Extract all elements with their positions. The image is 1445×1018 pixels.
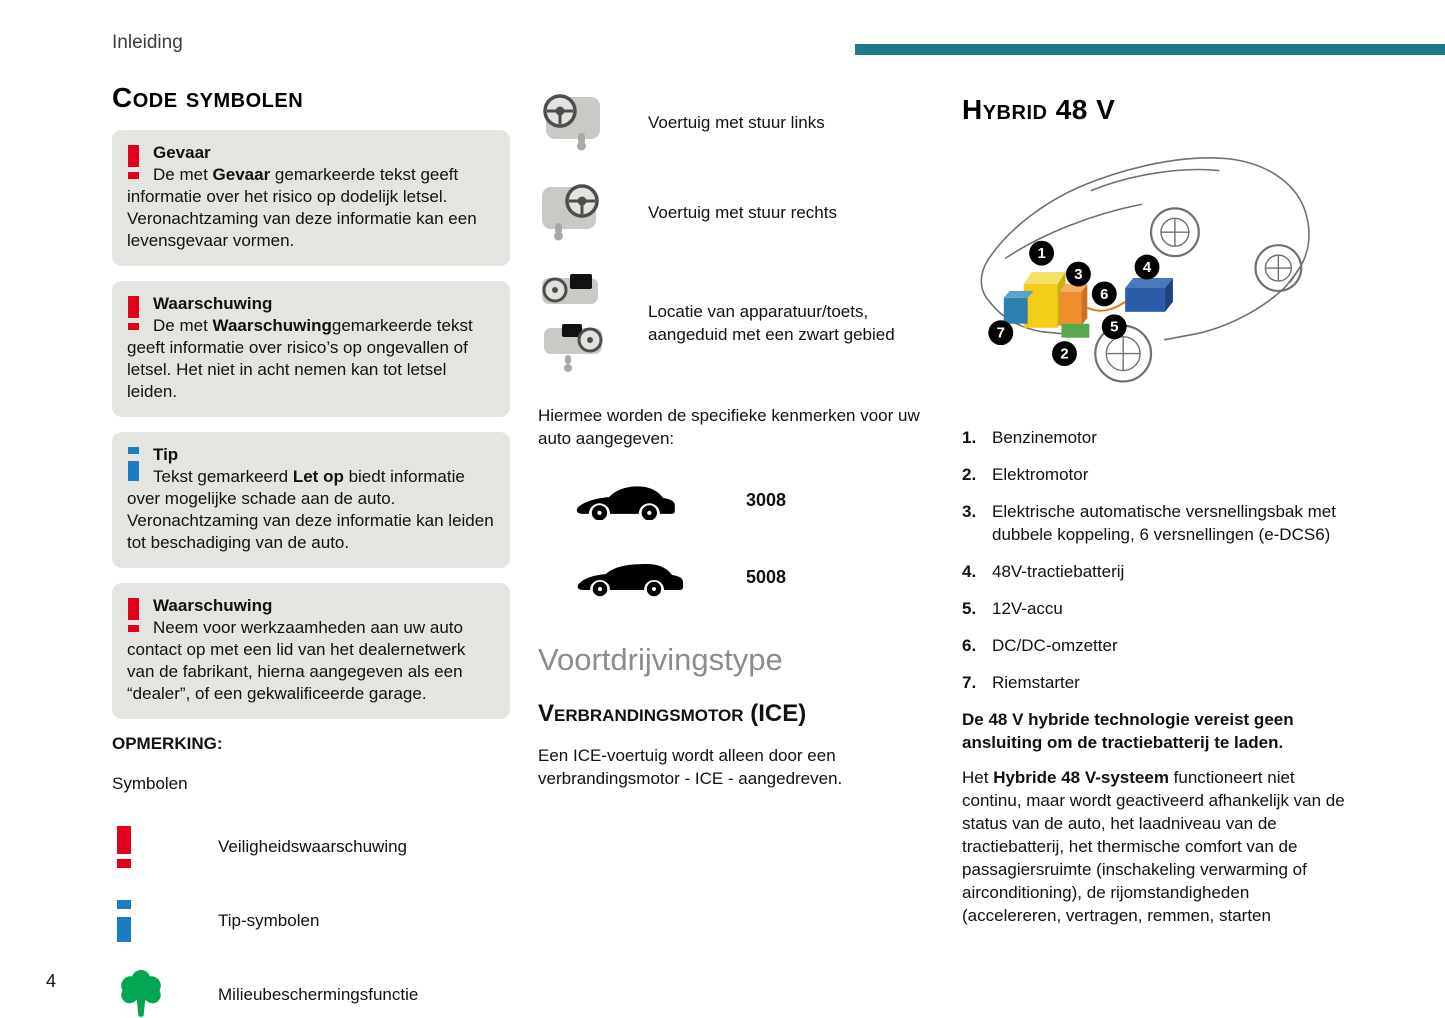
legend-row-safety: [112, 820, 510, 874]
list-text: Elektromotor: [992, 465, 1089, 484]
body-bold-text: Gevaar: [212, 165, 271, 184]
equipment-location-row: [538, 272, 932, 374]
legend-label: Veiligheidswaarschuwing: [218, 837, 408, 856]
warning-note-box: [112, 281, 510, 417]
hybrid-48v-diagram: [962, 142, 1350, 414]
list-item: [962, 463, 1352, 486]
marker-3: [1066, 262, 1091, 287]
body-text: Tekst gemarkeerd: [153, 467, 293, 486]
marker-5: [1102, 314, 1127, 339]
list-number: 7.: [962, 673, 977, 692]
note-box-title: Waarschuwing: [153, 294, 273, 313]
steering-right-label: Voertuig met stuur rechts: [648, 202, 837, 222]
marker-7: [988, 320, 1013, 345]
body-text: Neem voor werkzaamheden aan uw auto contact op met een lid van het dealernetwerk van de fabrikant, hierna aangegeven als een “dealer”, of een gekwalificeerde garage.: [127, 618, 466, 703]
steering-wheel-right-icon: [538, 182, 604, 242]
section-title-code-symbolen: Code symbolen: [112, 82, 304, 113]
key-pendant-icon: [564, 355, 572, 372]
model-row-3008: [538, 476, 932, 525]
body-text: functioneert niet continu, maar wordt geactiveerd afhankelijk van de status van de auto, het laadniveau van de tractiebatterij, het thermische comfort van de passagiersruimte (inschakeling verwarming of airconditioning), de rijomstandigheden (accelereren, vertragen, remmen, starten: [962, 768, 1345, 925]
body-text: gemarkeerde tekst geeft informatie over risico’s op ongevallen of letsel. Het niet in acht nemen kan tot letsel leiden.: [127, 316, 473, 401]
list-number: 1.: [962, 428, 977, 447]
tip-info-icon: [128, 447, 139, 481]
page-header-label: Inleiding: [112, 32, 183, 53]
model-intro-text: Hiermee worden de specifieke kenmerken voor uw auto aangegeven:: [538, 406, 920, 448]
steering-left-label: Voertuig met stuur links: [648, 112, 825, 132]
steering-left-row: [538, 92, 932, 152]
gearbox-block: [1061, 324, 1089, 338]
suv-silhouette-icon: [574, 476, 678, 520]
tip-note-box: [112, 432, 510, 568]
svg-text:3: 3: [1074, 265, 1083, 283]
svg-text:4: 4: [1142, 259, 1152, 277]
legend-row-eco: [112, 968, 510, 1018]
middle-column: [538, 82, 932, 790]
section-title-hybrid-48v: Hybrid 48 V: [962, 94, 1116, 125]
list-item: [962, 500, 1352, 546]
warning-exclamation-icon: [128, 145, 139, 179]
list-text: Riemstarter: [992, 673, 1080, 692]
equipment-location-label: Locatie van apparatuur/toets, aangeduid met een zwart gebied: [648, 302, 895, 344]
note-box-title: Tip: [153, 445, 179, 464]
warning-note-box-dealer: [112, 583, 510, 719]
body-bold-text: Hybride 48 V-systeem: [993, 768, 1169, 787]
ice-body-text: Een ICE-voertuig wordt alleen door een verbrandingsmotor - ICE - aangedreven.: [538, 746, 843, 788]
key-pendant-icon: [577, 133, 586, 151]
list-item: [962, 426, 1352, 449]
body-bold-text: Waarschuwing: [212, 316, 332, 335]
legend-label: Milieubeschermingsfunctie: [218, 985, 419, 1004]
list-number: 5.: [962, 599, 977, 618]
page-number: 4: [46, 971, 57, 991]
svg-text:7: 7: [996, 324, 1005, 342]
legend-label: Tip-symbolen: [218, 911, 320, 930]
right-column: [962, 82, 1352, 927]
legend-row-tip: [112, 894, 510, 948]
traction-battery-block: [1125, 278, 1173, 312]
list-text: 12V-accu: [992, 599, 1063, 618]
list-number: 2.: [962, 465, 977, 484]
list-text: Elektrische automatische versnellingsbak met dubbele koppeling, 6 versnellingen (e-DCS6): [992, 502, 1336, 544]
opmerking-label: OPMERKING:: [112, 734, 223, 753]
equipment-location-icon: [538, 322, 608, 374]
svg-text:6: 6: [1100, 285, 1109, 303]
model-row-5008: [538, 553, 932, 602]
body-bold-text: Let op: [292, 467, 344, 486]
steering-right-row: [538, 182, 932, 242]
model-name-3008: 3008: [746, 490, 787, 510]
tip-info-icon: [117, 900, 131, 942]
left-column: [112, 82, 510, 1018]
hybrid-bold-paragraph: De 48 V hybride technologie vereist geen ansluiting om de tractiebatterij te laden.: [962, 710, 1294, 752]
marker-4: [1135, 255, 1160, 280]
body-text: Het: [962, 768, 994, 787]
note-box-title: Gevaar: [153, 143, 211, 162]
warning-exclamation-icon: [128, 598, 139, 632]
list-item: [962, 671, 1352, 694]
symbolen-label: Symbolen: [112, 774, 188, 793]
key-pendant-icon: [554, 223, 563, 241]
hybrid-component-list: [962, 426, 1352, 694]
eco-tree-icon: [117, 969, 165, 1018]
body-text: gemarkeerde tekst geeft informatie over het risico op dodelijk letsel. Veronachtzaming van deze informatie kan een levensgevaar vormen.: [127, 165, 477, 250]
list-text: Benzinemotor: [992, 428, 1097, 447]
danger-note-box: [112, 130, 510, 266]
petrol-engine-block: [1024, 272, 1066, 328]
note-box-body: [127, 164, 495, 252]
note-box-title: Waarschuwing: [153, 596, 273, 615]
marker-2: [1052, 341, 1077, 366]
model-name-5008: 5008: [746, 567, 787, 587]
section-title-voortdrijvingstype: Voortdrijvingstype: [538, 642, 783, 677]
list-number: 4.: [962, 562, 977, 581]
electric-motor-block: [1059, 284, 1087, 326]
marker-1: [1029, 241, 1054, 266]
wagon-silhouette-icon: [574, 553, 686, 597]
warning-exclamation-icon: [128, 296, 139, 330]
note-box-body: [127, 466, 495, 554]
subsection-title-verbrandingsmotor: Verbrandingsmotor (ICE): [538, 700, 807, 727]
steering-wheel-left-icon: [538, 92, 604, 152]
marker-6: [1092, 281, 1117, 306]
svg-text:2: 2: [1060, 345, 1069, 363]
warning-exclamation-icon: [117, 826, 131, 868]
body-text: De met: [153, 165, 213, 184]
list-item: [962, 560, 1352, 583]
svg-text:1: 1: [1037, 245, 1046, 263]
list-number: 6.: [962, 636, 977, 655]
list-text: 48V-tractiebatterij: [992, 562, 1125, 581]
list-item: [962, 597, 1352, 620]
hybrid-body-paragraph: [962, 766, 1352, 927]
header-accent-bar: [855, 44, 1445, 55]
list-number: 3.: [962, 502, 977, 521]
car-wheel: [1151, 208, 1301, 291]
list-text: DC/DC-omzetter: [992, 636, 1118, 655]
svg-text:5: 5: [1110, 318, 1119, 336]
note-box-body: [127, 617, 495, 705]
note-box-body: [127, 315, 495, 403]
body-text: De met: [153, 316, 213, 335]
equipment-location-icon: [538, 272, 608, 310]
list-item: [962, 634, 1352, 657]
body-text: biedt informatie over mogelijke schade aan de auto. Veronachtzaming van deze informatie kan leiden tot beschadiging van de auto.: [127, 467, 494, 552]
